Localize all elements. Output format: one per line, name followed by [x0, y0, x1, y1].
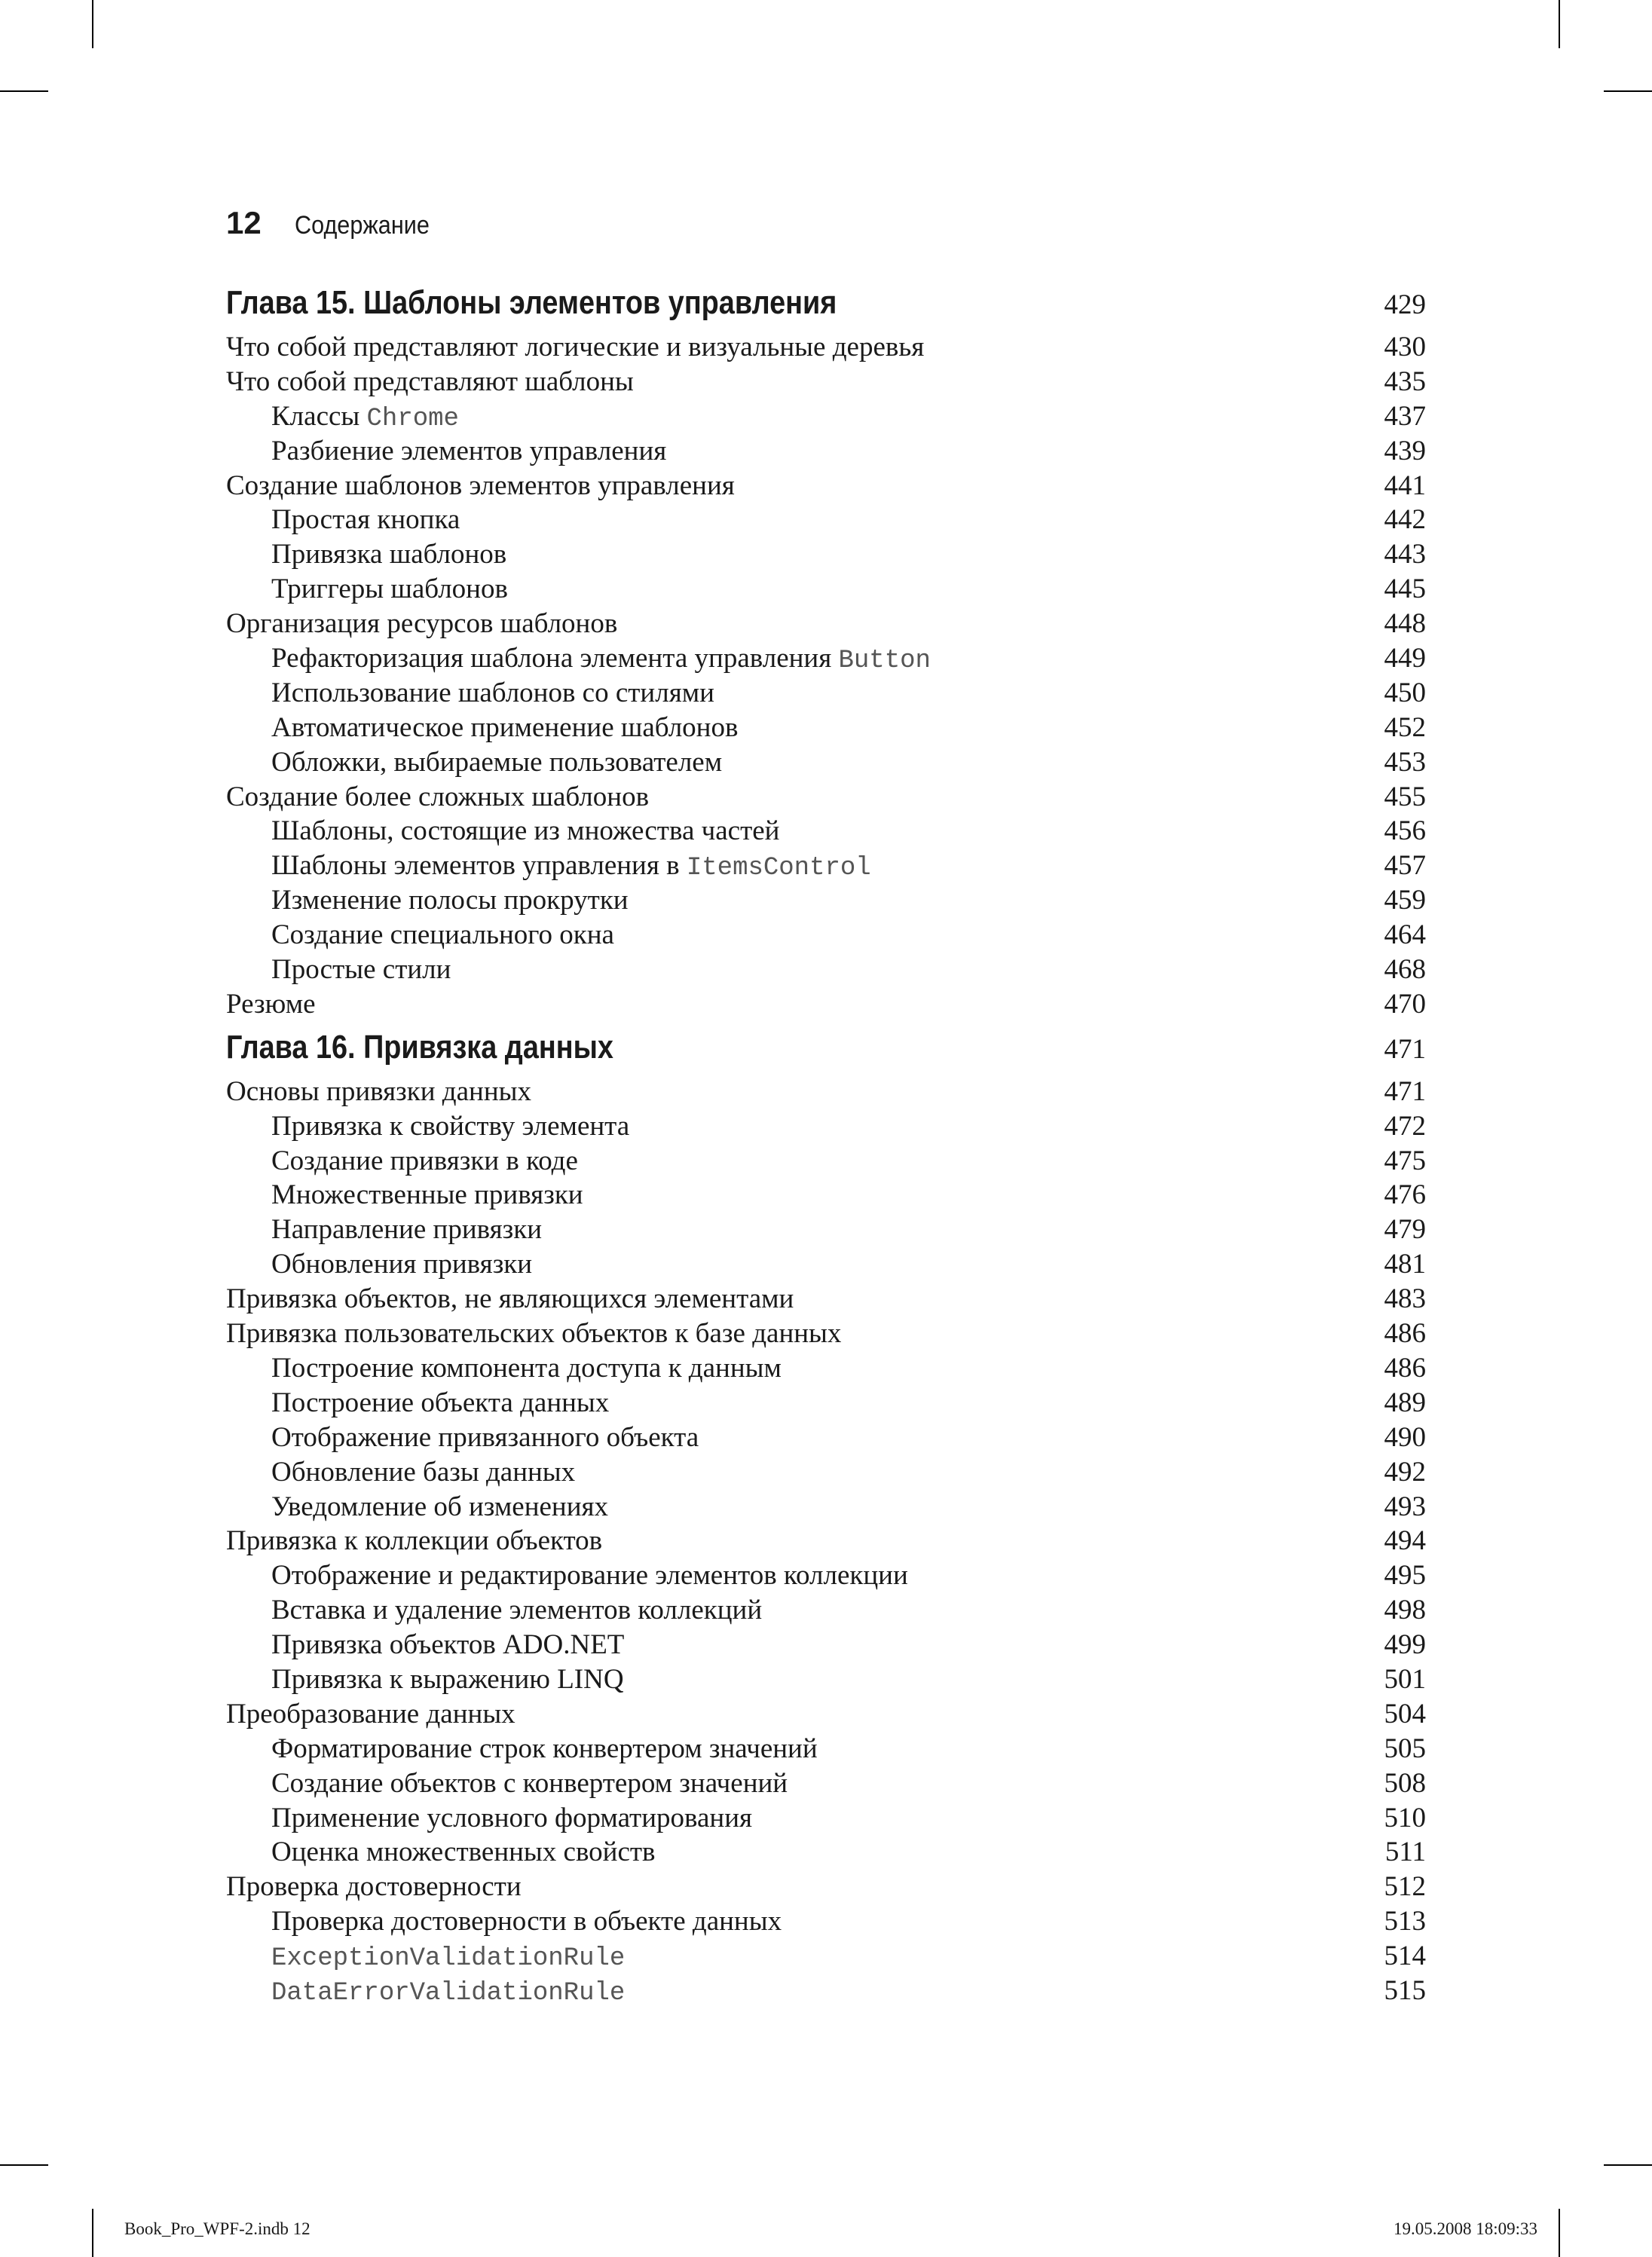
- toc-entry-page-number: 476: [1384, 1179, 1426, 1211]
- toc-subsection[interactable]: [226, 500, 1426, 535]
- entry-text: Организация ресурсов шаблонов: [226, 608, 618, 640]
- toc-entry-label: [271, 435, 666, 467]
- toc-subsection[interactable]: [226, 1245, 1426, 1280]
- entry-text: Привязка к свойству элемента: [271, 1110, 630, 1142]
- toc-entry-label: [271, 1836, 656, 1868]
- toc-entry-label: [226, 988, 316, 1020]
- footer-timestamp: 19.05.2008 18:09:33: [1393, 2219, 1537, 2238]
- toc-entry-page-number: 504: [1384, 1698, 1426, 1729]
- running-title: Содержание: [294, 211, 430, 240]
- toc-entry-label: [271, 1387, 609, 1419]
- toc-entry-label: [271, 746, 722, 778]
- toc-entry-page-number: 439: [1384, 435, 1426, 466]
- crop-mark: [0, 2164, 48, 2166]
- toc-entry-page-number: 448: [1384, 608, 1426, 640]
- toc-entry-label: [226, 1317, 841, 1350]
- entry-text: Что собой представляют логические и визуальные деревья: [226, 332, 925, 362]
- entry-text: Множественные привязки: [271, 1179, 583, 1211]
- crop-mark: [1604, 2164, 1652, 2166]
- entry-text: Использование шаблонов со стилями: [271, 677, 714, 708]
- crop-mark: [92, 0, 93, 48]
- toc-subsection[interactable]: [226, 570, 1426, 604]
- toc-entry-page-number: 512: [1384, 1871, 1426, 1903]
- toc-entry-label: [271, 1213, 542, 1246]
- toc-subsection[interactable]: [226, 432, 1426, 466]
- toc-section[interactable]: [226, 778, 1426, 812]
- toc-entry-page-number: 481: [1384, 1249, 1426, 1280]
- toc-subsection[interactable]: [226, 916, 1426, 950]
- toc-subsection[interactable]: [226, 1660, 1426, 1695]
- toc-entry-label: [226, 781, 649, 813]
- table-of-contents: [226, 283, 1426, 2006]
- toc-entry-page-number: 495: [1384, 1560, 1426, 1592]
- entry-text: Создание объектов с конвертером значений: [271, 1767, 788, 1799]
- toc-entry-page-number: 479: [1384, 1214, 1426, 1246]
- entry-text: Привязка шаблонов: [271, 539, 507, 570]
- entry-text: Создание шаблонов элементов управления: [226, 469, 735, 501]
- toc-subsection[interactable]: [226, 708, 1426, 743]
- toc-entry-label: [226, 1075, 531, 1108]
- entry-text: Обновление базы данных: [271, 1456, 576, 1488]
- crop-mark: [1559, 2209, 1560, 2257]
- toc-subsection[interactable]: [226, 1937, 1426, 1974]
- code-term: Button: [838, 647, 931, 676]
- toc-entry-label: [271, 1248, 532, 1280]
- toc-entry-label: [271, 849, 871, 882]
- toc-entry-page-number: 450: [1384, 677, 1426, 708]
- toc-entry-label: [271, 815, 779, 847]
- entry-text: Создание специального окна: [271, 919, 614, 951]
- entry-text: Оценка множественных свойств: [271, 1836, 656, 1868]
- toc-entry-page-number: 430: [1384, 332, 1426, 362]
- entry-text: Уведомление об изменениях: [271, 1491, 609, 1522]
- toc-entry-label: [271, 677, 714, 709]
- toc-subsection[interactable]: [226, 1488, 1426, 1522]
- toc-entry-page-number: 435: [1384, 365, 1426, 397]
- toc-entry-label: [226, 1525, 602, 1557]
- crop-mark: [0, 90, 48, 92]
- toc-entry-page-number: 514: [1384, 1940, 1426, 1972]
- entry-text: Форматирование строк конвертером значений: [271, 1733, 818, 1764]
- toc-subsection[interactable]: [226, 1176, 1426, 1210]
- toc-entry-page-number: 464: [1384, 919, 1426, 951]
- toc-entry-label: [271, 1767, 788, 1800]
- entry-text: Привязка объектов ADO.NET: [271, 1629, 625, 1661]
- page-number: 12: [226, 205, 262, 240]
- toc-entry-label: [226, 1283, 794, 1315]
- toc-entry-page-number: 498: [1384, 1595, 1426, 1626]
- toc-entry-page-number: 493: [1384, 1491, 1426, 1522]
- chapter-heading[interactable]: [226, 283, 1426, 326]
- toc-entry-label: [271, 1974, 625, 2008]
- entry-text: Классы: [271, 400, 367, 432]
- entry-text: Проверка достоверности: [226, 1871, 522, 1903]
- toc-entry-label: [271, 1629, 624, 1661]
- toc-entry-label: [271, 884, 629, 916]
- toc-entry-page-number: 452: [1384, 711, 1426, 743]
- toc-section[interactable]: [226, 1314, 1426, 1349]
- toc-subsection[interactable]: [226, 639, 1426, 674]
- toc-entry-page-number: 511: [1384, 1836, 1426, 1868]
- toc-subsection[interactable]: [226, 1384, 1426, 1418]
- entry-text: Применение условного форматирования: [271, 1802, 753, 1833]
- toc-subsection[interactable]: [226, 674, 1426, 708]
- entry-text: Привязка к коллекции объектов: [226, 1525, 603, 1557]
- toc-entry-page-number: 437: [1384, 400, 1426, 432]
- toc-entry-page-number: 470: [1384, 988, 1426, 1020]
- entry-text: Создание более сложных шаблонов: [226, 781, 650, 812]
- entry-text: Построение объекта данных: [271, 1387, 610, 1418]
- toc-entry-label: [271, 711, 738, 744]
- toc-subsection[interactable]: [226, 1902, 1426, 1937]
- toc-entry-label: [271, 1594, 762, 1626]
- chapter-page-number: 429: [1384, 289, 1426, 320]
- toc-entry-label: [271, 1663, 624, 1696]
- toc-subsection[interactable]: [226, 1453, 1426, 1488]
- toc-entry-page-number: 489: [1384, 1387, 1426, 1418]
- toc-entry-page-number: 501: [1384, 1663, 1426, 1695]
- toc-subsection[interactable]: [226, 1799, 1426, 1833]
- toc-entry-label: [271, 1145, 578, 1177]
- toc-entry-page-number: 453: [1384, 746, 1426, 778]
- entry-text: Простая кнопка: [271, 504, 460, 536]
- toc-entry-page-number: 472: [1384, 1110, 1426, 1142]
- toc-entry-label: [271, 1940, 625, 1973]
- toc-entry-label: [271, 503, 460, 536]
- toc-subsection[interactable]: [226, 1971, 1426, 2006]
- toc-section[interactable]: [226, 1695, 1426, 1729]
- toc-subsection[interactable]: [226, 1107, 1426, 1142]
- toc-entry-label: [226, 469, 735, 502]
- crop-mark: [1604, 90, 1652, 92]
- toc-entry-label: [271, 1733, 818, 1765]
- toc-entry-page-number: 475: [1384, 1145, 1426, 1176]
- toc-entry-label: [271, 1352, 782, 1384]
- entry-text: Вставка и удаление элементов коллекций: [271, 1595, 763, 1626]
- entry-text: Привязка объектов, не являющихся элементами: [226, 1283, 794, 1315]
- chapter-title: Глава 15. Шаблоны элементов управления: [226, 284, 837, 321]
- toc-entry-page-number: 513: [1384, 1906, 1426, 1937]
- toc-entry-page-number: 515: [1384, 1974, 1426, 2006]
- toc-subsection[interactable]: [226, 1625, 1426, 1660]
- toc-subsection[interactable]: [226, 812, 1426, 846]
- toc-entry-page-number: 486: [1384, 1352, 1426, 1384]
- entry-text: Привязка к выражению LINQ: [271, 1663, 624, 1695]
- entry-text: Резюме: [226, 988, 316, 1020]
- toc-entry-page-number: 490: [1384, 1421, 1426, 1453]
- toc-subsection[interactable]: [226, 1764, 1426, 1799]
- toc-section[interactable]: [226, 1521, 1426, 1556]
- toc-section[interactable]: [226, 985, 1426, 1020]
- entry-text: Отображение и редактирование элементов коллекции: [271, 1560, 908, 1592]
- toc-subsection[interactable]: [226, 1833, 1426, 1867]
- toc-subsection[interactable]: [226, 535, 1426, 570]
- toc-entry-label: [271, 1110, 629, 1142]
- code-term: Chrome: [366, 404, 459, 433]
- toc-entry-label: [271, 953, 451, 986]
- toc-entry-label: [271, 919, 614, 951]
- toc-entry-page-number: 449: [1384, 643, 1426, 674]
- toc-entry-page-number: 494: [1384, 1525, 1426, 1557]
- toc-entry-label: [271, 642, 931, 675]
- toc-section[interactable]: [226, 1072, 1426, 1107]
- entry-text: Проверка достоверности в объекте данных: [271, 1906, 782, 1937]
- chapter-title: Глава 16. Привязка данных: [226, 1028, 613, 1066]
- toc-entry-page-number: 442: [1384, 504, 1426, 536]
- toc-subsection[interactable]: [226, 1591, 1426, 1625]
- toc-entry-label: [271, 1456, 575, 1488]
- toc-entry-page-number: 445: [1384, 573, 1426, 605]
- entry-text: Преобразование данных: [226, 1698, 515, 1729]
- entry-text: Изменение полосы прокрутки: [271, 885, 629, 916]
- toc-entry-label: [271, 1802, 752, 1834]
- entry-text: Построение компонента доступа к данным: [271, 1352, 782, 1384]
- entry-text: Обновления привязки: [271, 1249, 533, 1280]
- toc-entry-label: [226, 365, 634, 398]
- toc-entry-page-number: 492: [1384, 1456, 1426, 1488]
- toc-entry-label: [271, 573, 508, 605]
- entry-text: Создание привязки в коде: [271, 1145, 578, 1176]
- toc-entry-label: [271, 400, 459, 433]
- toc-entry-page-number: 457: [1384, 850, 1426, 882]
- toc-entry-label: [226, 331, 924, 363]
- toc-entry-label: [271, 538, 506, 570]
- toc-entry-label: [271, 1491, 608, 1523]
- toc-section[interactable]: [226, 1280, 1426, 1314]
- toc-section[interactable]: [226, 362, 1426, 397]
- toc-subsection[interactable]: [226, 950, 1426, 985]
- entry-text: Основы привязки данных: [226, 1075, 531, 1107]
- toc-entry-page-number: 486: [1384, 1318, 1426, 1350]
- code-term: DataErrorValidationRule: [271, 1978, 626, 2008]
- toc-subsection[interactable]: [226, 1210, 1426, 1245]
- toc-entry-label: [226, 607, 617, 640]
- toc-entry-page-number: 483: [1384, 1283, 1426, 1315]
- crop-mark: [1559, 0, 1560, 48]
- toc-entry-label: [271, 1179, 583, 1211]
- chapter-heading[interactable]: [226, 1027, 1426, 1071]
- toc-subsection[interactable]: [226, 1729, 1426, 1764]
- toc-entry-page-number: 468: [1384, 954, 1426, 986]
- toc-entry-label: [271, 1905, 782, 1937]
- entry-text: Шаблоны, состоящие из множества частей: [271, 815, 780, 847]
- toc-entry-page-number: 443: [1384, 539, 1426, 570]
- code-term: ItemsControl: [686, 854, 871, 883]
- toc-entry-page-number: 459: [1384, 885, 1426, 916]
- entry-text: Простые стили: [271, 954, 451, 986]
- toc-section[interactable]: [226, 328, 1426, 362]
- footer-file-info: Book_Pro_WPF-2.indb 12: [124, 2219, 311, 2238]
- crop-mark: [92, 2209, 93, 2257]
- running-header: [226, 205, 444, 250]
- toc-section[interactable]: [226, 466, 1426, 501]
- toc-subsection[interactable]: [226, 397, 1426, 432]
- toc-subsection[interactable]: [226, 743, 1426, 778]
- toc-subsection[interactable]: [226, 1349, 1426, 1384]
- entry-text: Что собой представляют шаблоны: [226, 365, 634, 397]
- entry-text: Разбиение элементов управления: [271, 435, 667, 466]
- toc-subsection[interactable]: [226, 846, 1426, 881]
- chapter-page-number: 471: [1384, 1033, 1426, 1065]
- toc-section[interactable]: [226, 604, 1426, 639]
- toc-entry-page-number: 456: [1384, 815, 1426, 847]
- entry-text: Автоматическое применение шаблонов: [271, 711, 739, 743]
- toc-section[interactable]: [226, 1867, 1426, 1902]
- toc-subsection[interactable]: [226, 1142, 1426, 1176]
- toc-subsection[interactable]: [226, 881, 1426, 916]
- toc-entry-label: [226, 1870, 522, 1903]
- toc-entry-page-number: 505: [1384, 1733, 1426, 1764]
- toc-entry-page-number: 441: [1384, 469, 1426, 501]
- entry-text: Отображение привязанного объекта: [271, 1421, 699, 1453]
- entry-text: Триггеры шаблонов: [271, 573, 508, 605]
- toc-entry-label: [226, 1698, 515, 1730]
- toc-entry-label: [271, 1559, 908, 1592]
- entry-text: Рефакторизация шаблона элемента управления: [271, 643, 839, 674]
- entry-text: Шаблоны элементов управления в: [271, 850, 687, 882]
- toc-subsection[interactable]: [226, 1556, 1426, 1591]
- toc-entry-page-number: 455: [1384, 781, 1426, 812]
- toc-entry-page-number: 510: [1384, 1802, 1426, 1833]
- entry-text: Обложки, выбираемые пользователем: [271, 746, 723, 778]
- toc-subsection[interactable]: [226, 1418, 1426, 1453]
- toc-entry-page-number: 499: [1384, 1629, 1426, 1661]
- entry-text: Привязка пользовательских объектов к базе данных: [226, 1318, 842, 1350]
- code-term: ExceptionValidationRule: [271, 1944, 626, 1974]
- toc-entry-page-number: 508: [1384, 1767, 1426, 1799]
- toc-entry-label: [271, 1421, 699, 1454]
- entry-text: Направление привязки: [271, 1214, 543, 1246]
- toc-entry-page-number: 471: [1384, 1075, 1426, 1107]
